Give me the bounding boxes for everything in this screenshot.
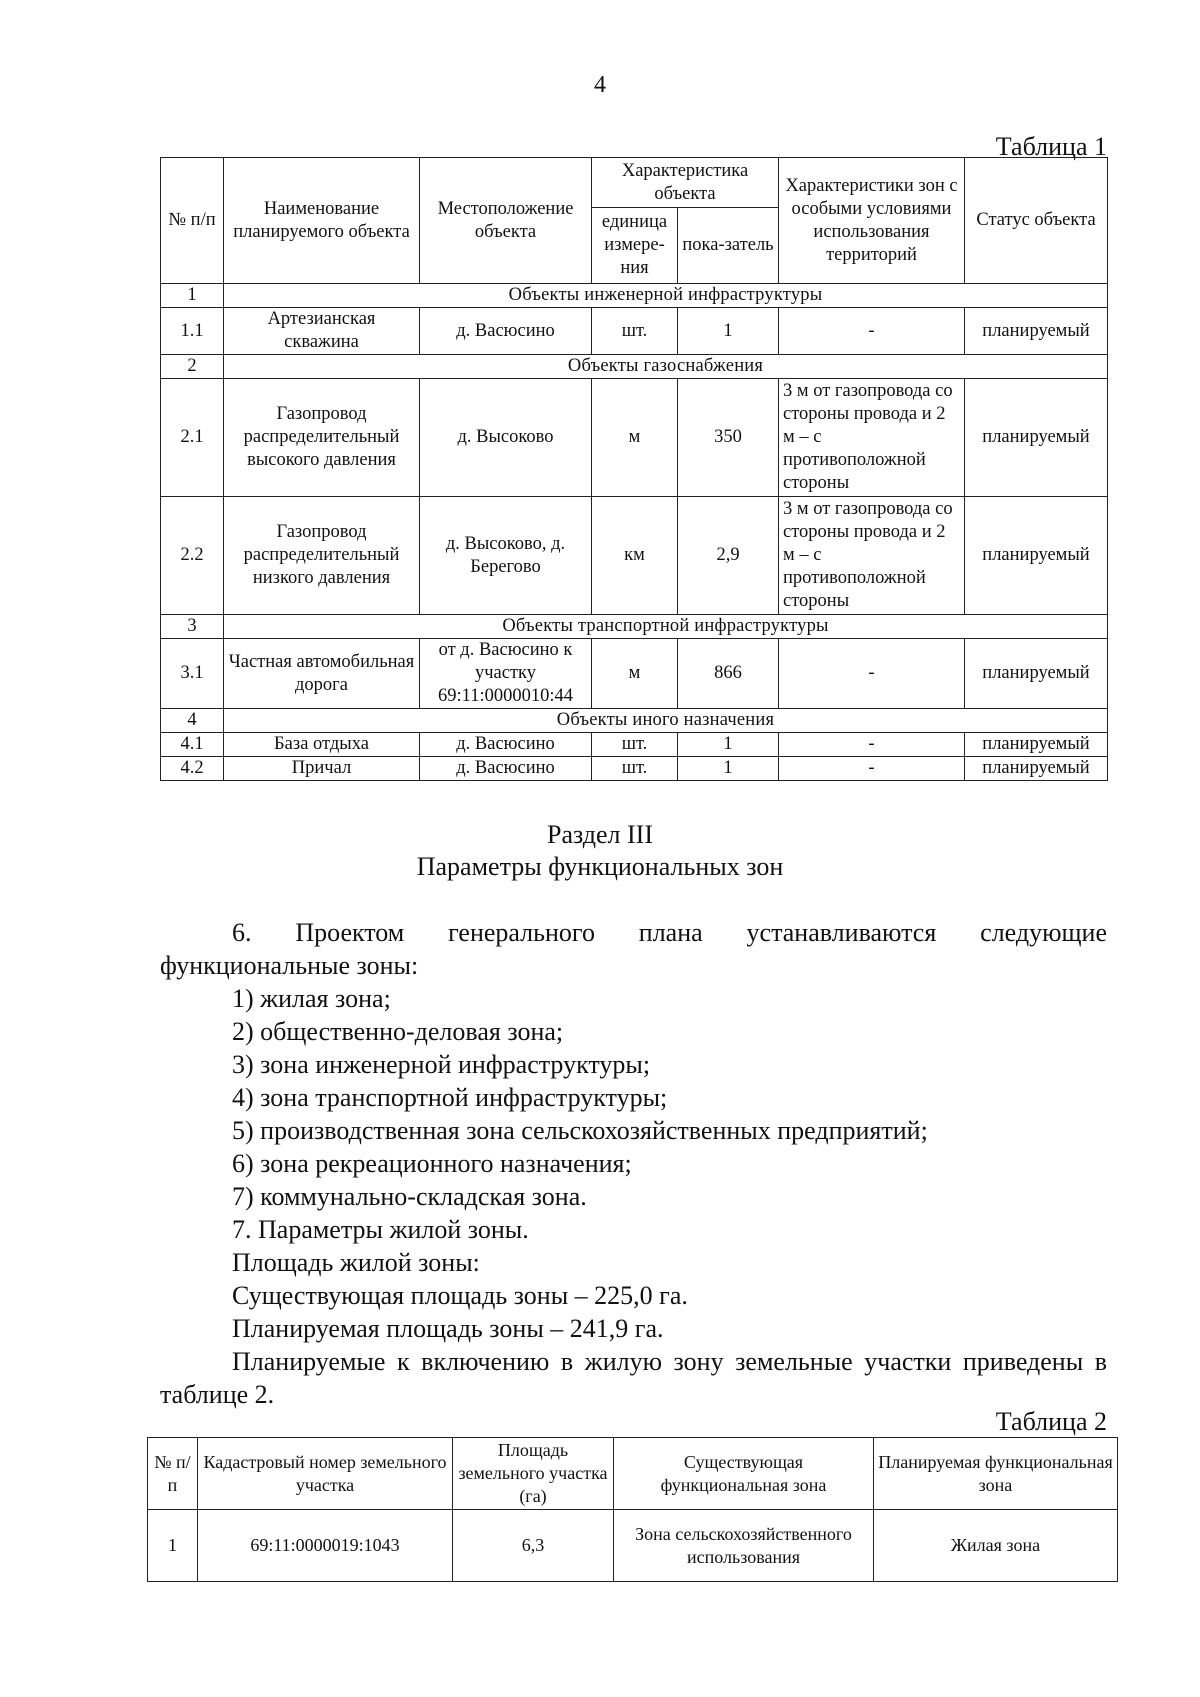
area-heading: Площадь жилой зоны: [232,1248,480,1277]
cell-location: д. Васюсино [420,308,592,355]
table-row [161,308,1108,355]
table-row [148,1510,1118,1582]
table-row [161,379,1108,497]
cell-unit: м [592,379,678,497]
cell-status: планируемый [965,308,1108,355]
header-planned-zone: Планируемая функциональная зона [874,1438,1118,1510]
cell-value: 866 [678,639,779,709]
header-status: Статус объекта [965,158,1108,284]
cell-cadastral: 69:11:0000019:1043 [198,1510,453,1582]
section-row [161,615,1108,639]
cell-location: от д. Васюсино к участку 69:11:0000010:44 [420,639,592,709]
cell-area: 6,3 [453,1510,614,1582]
cell-planned-zone: Жилая зона [874,1510,1118,1582]
cell-num: 4.1 [161,733,224,757]
header-cadastral: Кадастровый номер земельного участка [198,1438,453,1510]
header-unit: единица измере-ния [592,208,678,284]
cell-unit: м [592,639,678,709]
page-number: 4 [594,72,606,98]
cell-num: 4.2 [161,757,224,781]
cell-unit: км [592,497,678,615]
header-indicator: пока-затель [678,208,779,284]
list-item: 7) коммунально-складская зона. [232,1182,587,1211]
cell-num: 3.1 [161,639,224,709]
header-num: № п/п [148,1438,198,1510]
cell-zone: - [779,733,965,757]
planned-area: Планируемая площадь зоны – 241,9 га. [232,1314,664,1343]
header-zones: Характеристики зон с особыми условиями использования территорий [779,158,965,284]
section-row [161,284,1108,308]
cell-status: планируемый [965,639,1108,709]
cell-num: 1.1 [161,308,224,355]
cell-status: планируемый [965,379,1108,497]
cell-num: 2.2 [161,497,224,615]
cell-location: д. Высоково, д. Берегово [420,497,592,615]
section-num: 4 [161,709,224,733]
cell-zone: - [779,308,965,355]
section-num: 1 [161,284,224,308]
header-location: Местоположение объекта [420,158,592,284]
list-item: 5) производственная зона сельскохозяйственных предприятий; [232,1116,928,1145]
cell-unit: шт. [592,308,678,355]
cell-location: д. Высоково [420,379,592,497]
list-item: 3) зона инженерной инфраструктуры; [232,1050,651,1079]
cell-status: планируемый [965,733,1108,757]
included-paragraph [160,1345,1107,1411]
table-row [161,733,1108,757]
cell-num: 1 [148,1510,198,1582]
cell-name: Газопровод распределительный высокого давления [224,379,420,497]
land-plots-table [147,1437,1118,1582]
table-row [161,639,1108,709]
list-item: 1) жилая зона; [232,984,391,1013]
cell-zone: - [779,757,965,781]
included-text: Планируемые к включению в жилую зону земельные участки приведены в таблице 2. [160,1347,1107,1409]
existing-area: Существующая площадь зоны – 225,0 га. [232,1281,688,1310]
paragraph-6-text: 6. Проектом генерального плана устанавливаются следующие функциональные зоны: [160,918,1107,980]
cell-unit: шт. [592,733,678,757]
cell-value: 350 [678,379,779,497]
cell-value: 1 [678,733,779,757]
cell-zone: 3 м от газопровода со стороны провода и 2 м – с противоположной стороны [779,497,965,615]
section-num: 2 [161,355,224,379]
header-existing-zone: Существующая функциональная зона [614,1438,874,1510]
header-area: Площадь земельного участка (га) [453,1438,614,1510]
section-title: Объекты транспортной инфраструктуры [224,615,1108,639]
cell-status: планируемый [965,757,1108,781]
cell-status: планируемый [965,497,1108,615]
objects-table [160,157,1108,781]
paragraph-7: 7. Параметры жилой зоны. [232,1215,529,1244]
cell-name: Газопровод распределительный низкого давления [224,497,420,615]
cell-location: д. Васюсино [420,757,592,781]
list-item: 6) зона рекреационного назначения; [232,1149,632,1178]
cell-unit: шт. [592,757,678,781]
cell-name: Причал [224,757,420,781]
section-row [161,355,1108,379]
cell-value: 1 [678,757,779,781]
header-name: Наименование планируемого объекта [224,158,420,284]
section-title: Объекты газоснабжения [224,355,1108,379]
cell-zone: 3 м от газопровода со стороны провода и 2 м – с противоположной стороны [779,379,965,497]
table-row [161,757,1108,781]
cell-name: Частная автомобильная дорога [224,639,420,709]
cell-zone: - [779,639,965,709]
cell-location: д. Васюсино [420,733,592,757]
list-item: 4) зона транспортной инфраструктуры; [232,1083,668,1112]
zones-list [160,982,1107,1345]
section-row [161,709,1108,733]
section-title: Объекты инженерной инфраструктуры [224,284,1108,308]
cell-existing-zone: Зона сельскохозяйственного использования [614,1510,874,1582]
table1-caption: Таблица 1 [995,132,1107,161]
section-subheading: Параметры функциональных зон [416,852,784,881]
cell-name: База отдыха [224,733,420,757]
section-heading: Раздел III [546,820,654,849]
list-item: 2) общественно-деловая зона; [232,1017,564,1046]
cell-value: 1 [678,308,779,355]
table-row [161,497,1108,615]
header-num: № п/п [161,158,224,284]
table2-caption: Таблица 2 [995,1407,1107,1436]
paragraph-6 [160,916,1107,982]
section-num: 3 [161,615,224,639]
cell-value: 2,9 [678,497,779,615]
header-characteristic: Характеристика объекта [592,158,779,208]
section-title: Объекты иного назначения [224,709,1108,733]
cell-num: 2.1 [161,379,224,497]
cell-name: Артезианская скважина [224,308,420,355]
